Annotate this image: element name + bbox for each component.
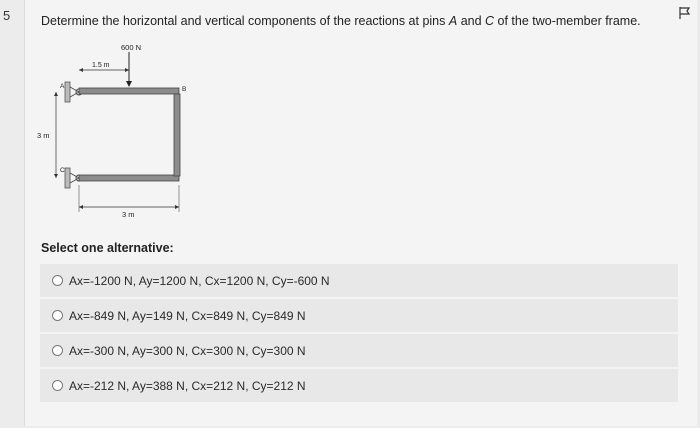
answer-option-text: Ax=-212 N, Ay=388 N, Cx=212 N, Cy=212 N [69,378,306,393]
select-prompt: Select one alternative: [41,241,174,255]
question-text: Determine the horizontal and vertical components of the reactions at pins A and C of the two-member frame. [41,14,641,28]
point-b-label: B [182,86,187,93]
answer-options [40,264,678,404]
answer-option-3[interactable] [40,334,678,367]
radio-button-icon[interactable] [52,345,63,356]
answer-option-2[interactable] [40,299,678,332]
answer-option-1[interactable] [40,264,678,297]
answer-option-text: Ax=-300 N, Ay=300 N, Cx=300 N, Cy=300 N [69,343,306,358]
radio-button-icon[interactable] [52,310,63,321]
width-label: 3 m [122,210,135,219]
flag-icon[interactable] [678,6,692,20]
load-distance-label: 1.5 m [92,62,110,69]
point-c-label: C [60,167,65,174]
point-a-label: A [60,83,65,90]
radio-button-icon[interactable] [52,380,63,391]
radio-button-icon[interactable] [52,275,63,286]
height-label: 3 m [37,131,50,140]
load-label: 600 N [121,43,142,52]
question-number: 5 [3,8,11,23]
answer-option-text: Ax=-849 N, Ay=149 N, Cx=849 N, Cy=849 N [69,308,306,323]
frame-diagram [34,40,204,225]
answer-option-text: Ax=-1200 N, Ay=1200 N, Cx=1200 N, Cy=-600 N [69,273,330,288]
answer-option-4[interactable] [40,369,678,402]
